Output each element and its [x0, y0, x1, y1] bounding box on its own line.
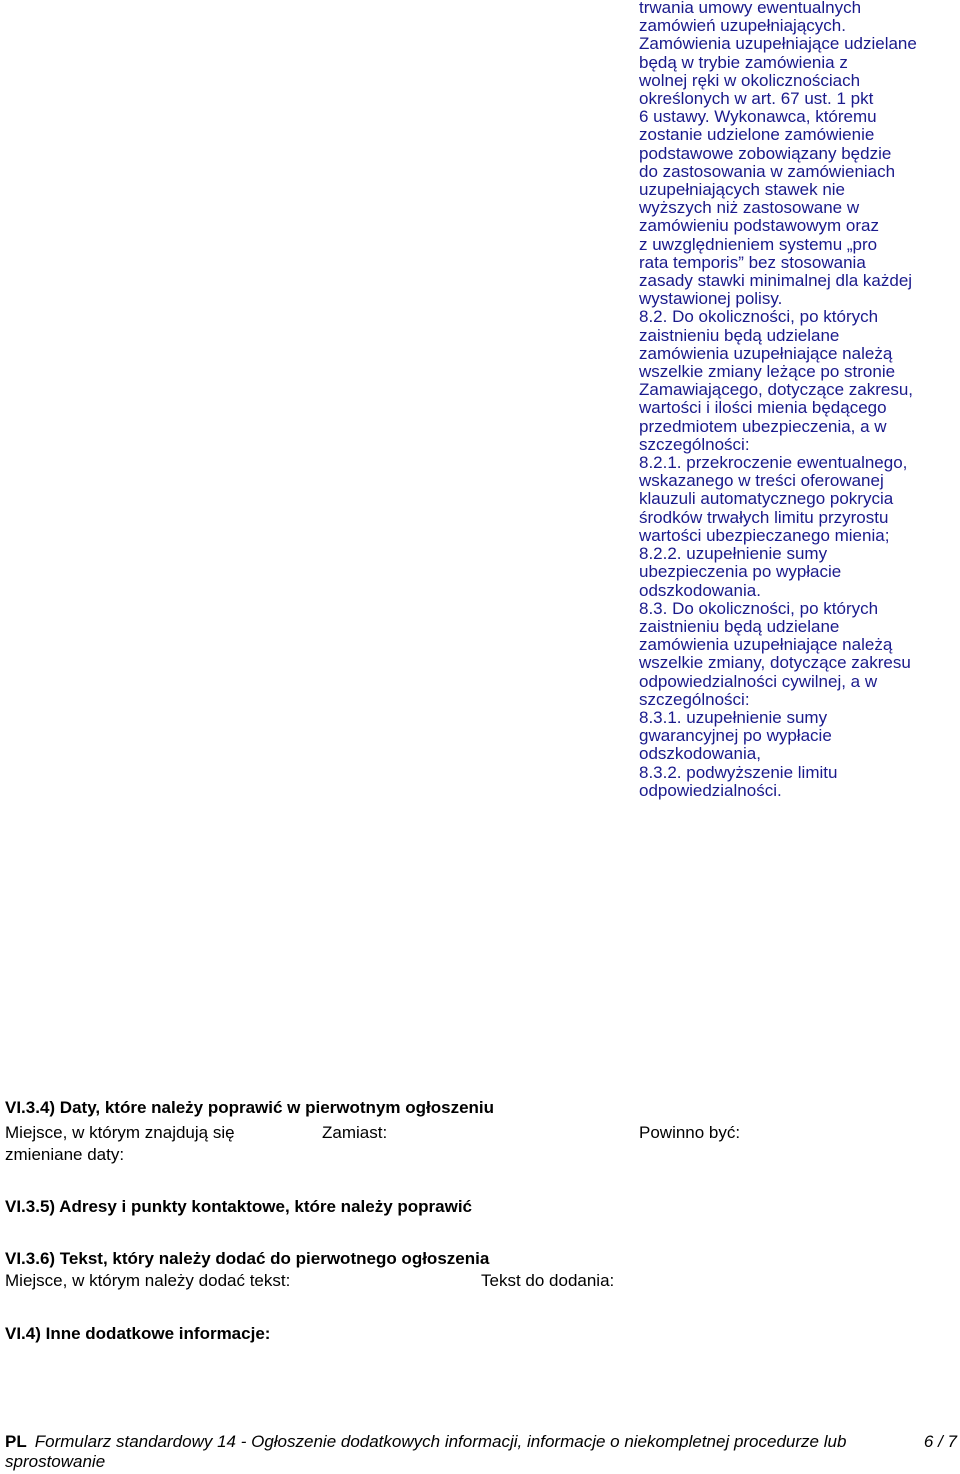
text-line: zasady stawki minimalnej dla każdej — [639, 271, 913, 291]
text-line: odpowiedzialności. — [639, 780, 782, 800]
section-heading-vi-3-6: VI.3.6) Tekst, który należy dodać do pierwotnego ogłoszenia — [5, 1249, 490, 1268]
text-line: odszkodowania. — [639, 580, 761, 600]
text-line: środków trwałych limitu przyrostu — [639, 507, 889, 527]
text-line: zamówienia uzupełniające należą — [639, 635, 893, 655]
col-label-should-be: Powinno być: — [639, 1123, 741, 1142]
footer-form-title: Formularz standardowy 14 - Ogłoszenie dodatkowych informacji, informacje o niekompletnej procedurze lub — [34, 1432, 847, 1451]
text-line: podstawowe zobowiązany będzie — [639, 143, 892, 163]
text-line: do zastosowania w zamówieniach — [639, 161, 896, 181]
text-line: zamówieniu podstawowym oraz — [639, 216, 879, 236]
text-line: trwania umowy ewentualnych — [639, 0, 862, 17]
text-line: ubezpieczenia po wypłacie — [639, 562, 842, 582]
text-line: wystawionej polisy. — [639, 289, 783, 309]
text-line: rata temporis” bez stosowania — [639, 252, 866, 272]
col-label-place-line1: Miejsce, w którym znajdują się — [5, 1123, 235, 1142]
footer-lang: PL — [5, 1432, 27, 1451]
footer-page-number: 6 / 7 — [923, 1432, 957, 1451]
text-line: wartości ubezpieczanego mienia; — [639, 525, 890, 545]
text-line: zamówień uzupełniających. — [639, 16, 846, 36]
text-line: szczególności: — [639, 434, 750, 454]
text-line: zaistnieniu będą udzielane — [639, 325, 840, 345]
text-line: 8.2. Do okoliczności, po których — [639, 307, 879, 327]
text-line: 6 ustawy. Wykonawca, któremu — [639, 107, 877, 127]
text-line: wolnej ręki w okolicznościach — [639, 70, 861, 90]
text-line: 8.2.1. przekroczenie ewentualnego, — [639, 453, 908, 473]
text-line: wartości i ilości mienia będącego — [639, 398, 887, 418]
text-line: Zamówienia uzupełniające udzielane — [639, 34, 917, 54]
col-label-place — [5, 1122, 235, 1166]
text-line: odpowiedzialności cywilnej, a w — [639, 671, 878, 691]
text-line: szczególności: — [639, 689, 750, 709]
page-footer — [5, 1432, 957, 1472]
text-line: 8.3.1. uzupełnienie sumy — [639, 707, 828, 727]
text-line: zamówienia uzupełniające należą — [639, 343, 893, 363]
text-line: uzupełniających stawek nie — [639, 180, 846, 200]
text-line: przedmiotem ubezpieczenia, a w — [639, 416, 887, 436]
text-line: gwarancyjnej po wypłacie — [639, 726, 832, 746]
col-label-add-text: Tekst do dodania: — [481, 1271, 615, 1290]
text-line: 8.3.2. podwyższenie limitu — [639, 762, 838, 782]
section-heading-vi-4: VI.4) Inne dodatkowe informacje: — [5, 1324, 271, 1343]
text-line: zostanie udzielone zamówienie — [639, 125, 875, 145]
text-line: wyższych niż zastosowane w — [639, 198, 860, 218]
text-line: wszelkie zmiany, dotyczące zakresu — [639, 653, 911, 673]
col-label-place-line2: zmieniane daty: — [5, 1145, 125, 1164]
text-line: zaistnieniu będą udzielane — [639, 616, 840, 636]
text-line: będą w trybie zamówienia z — [639, 52, 848, 72]
section-heading-vi-3-5: VI.3.5) Adresy i punkty kontaktowe, które należy poprawić — [5, 1197, 473, 1216]
col-label-instead: Zamiast: — [322, 1123, 388, 1142]
text-line: odszkodowania, — [639, 744, 761, 764]
text-line: klauzuli automatycznego pokrycia — [639, 489, 894, 509]
continuation-text — [639, 0, 957, 800]
text-line: Zamawiającego, dotyczące zakresu, — [639, 380, 914, 400]
text-line: 8.2.2. uzupełnienie sumy — [639, 544, 828, 564]
text-line: z uwzględnieniem systemu „pro — [639, 234, 878, 254]
text-line: wszelkie zmiany leżące po stronie — [639, 362, 896, 382]
text-line: wskazanego w treści oferowanej — [639, 471, 884, 491]
text-line: określonych w art. 67 ust. 1 pkt — [639, 89, 874, 109]
section-heading-vi-3-4: VI.3.4) Daty, które należy poprawić w pierwotnym ogłoszeniu — [5, 1098, 495, 1117]
footer-form-title-line2: sprostowanie — [5, 1452, 106, 1471]
text-line: 8.3. Do okoliczności, po których — [639, 598, 879, 618]
col-label-add-place: Miejsce, w którym należy dodać tekst: — [5, 1271, 291, 1290]
